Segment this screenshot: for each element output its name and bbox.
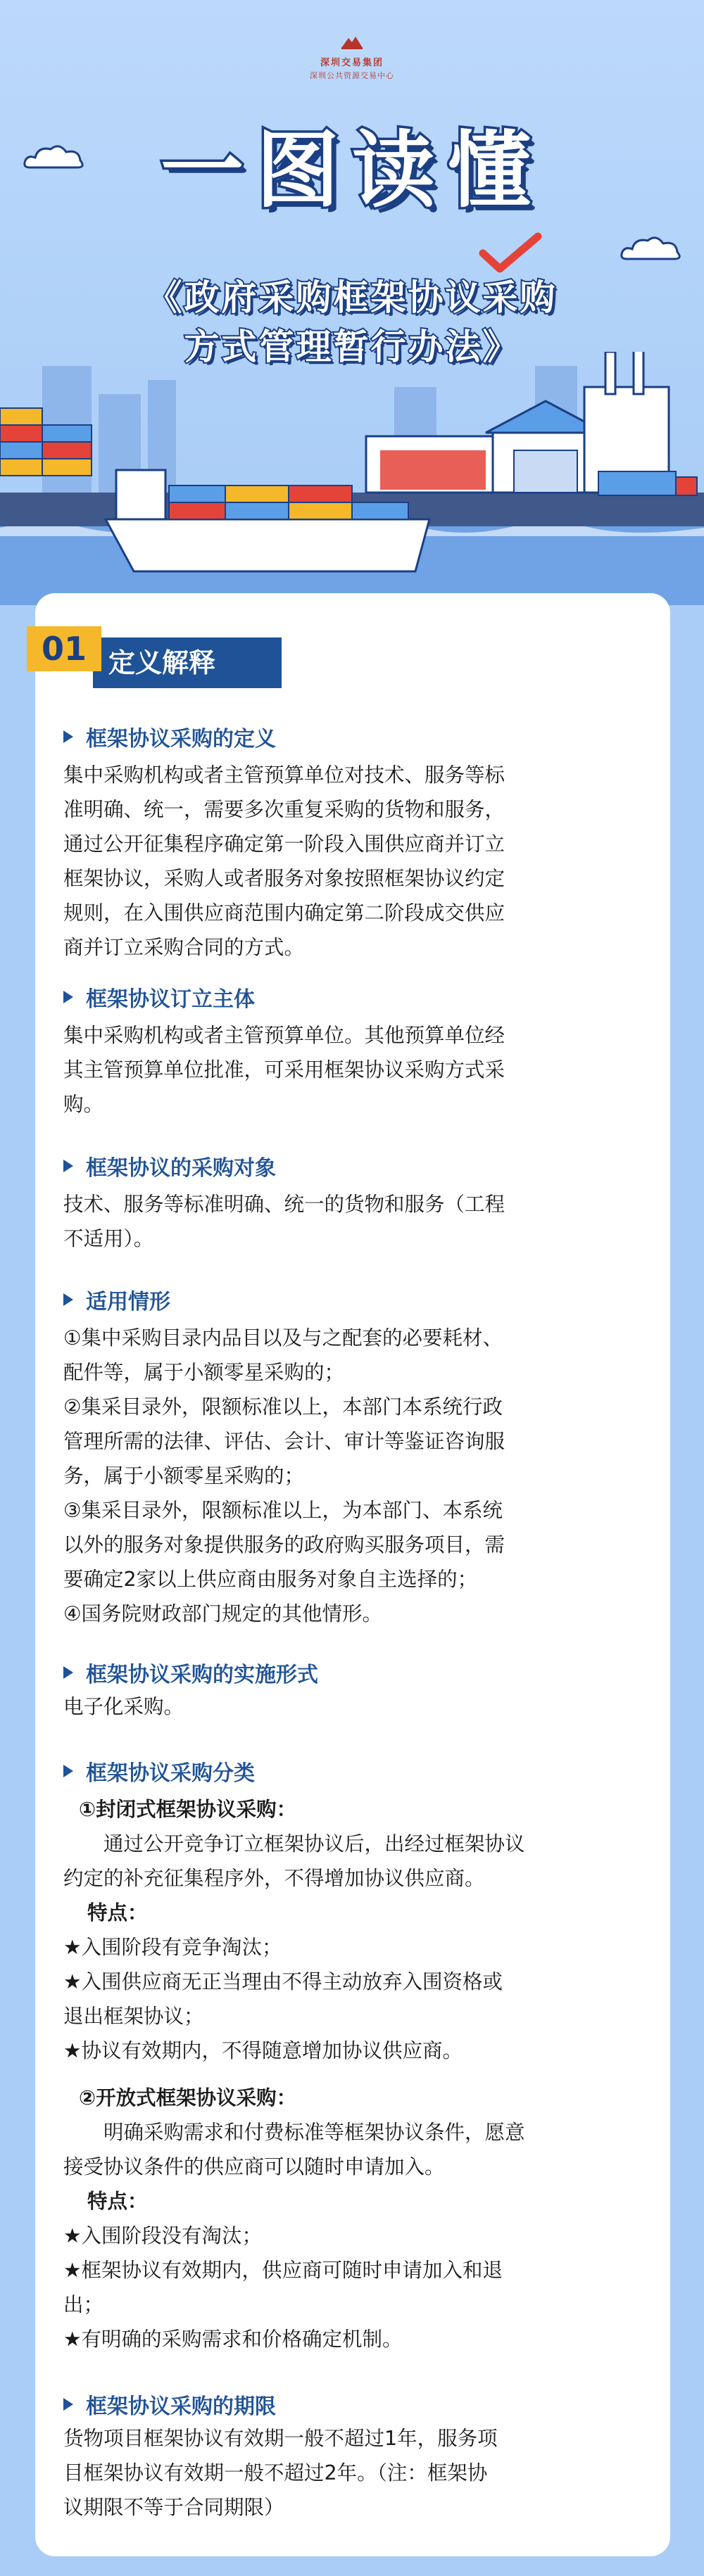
closed-type-title: ①封闭式框架协议采购： bbox=[79, 1798, 297, 1821]
bullet-triangle-icon bbox=[63, 991, 73, 1003]
body-line: 通过公开征集程序确定第一阶段入围供应商并订立 bbox=[63, 832, 505, 856]
section-definition bbox=[63, 721, 641, 965]
body-line: ①集中采购目录内品目以及与之配套的必要耗材、 bbox=[63, 1326, 503, 1350]
body-line: 货物项目框架协议有效期一般不超过1年，服务项 bbox=[63, 2427, 498, 2450]
body-line: 要确定2家以上供应商由服务对象自主选择的； bbox=[63, 1568, 478, 1591]
body-line: ③集采目录外，限额标准以上，为本部门、本系统 bbox=[63, 1499, 503, 1522]
body-line: 明确采购需求和付费标准等框架协议条件，愿意 bbox=[103, 2121, 525, 2144]
logo-name: 深圳交易集团 bbox=[320, 58, 384, 68]
body-line: ②集采目录外，限额标准以上，本部门本系统行政 bbox=[63, 1395, 503, 1419]
chapter-number: 01 bbox=[27, 626, 101, 671]
bullet-triangle-icon bbox=[63, 1293, 73, 1306]
section-title: 框架协议订立主体 bbox=[86, 987, 255, 1012]
section-title: 框架协议采购的期限 bbox=[86, 2394, 276, 2419]
header-banner bbox=[0, 0, 704, 605]
feature-label: 特点： bbox=[87, 1901, 148, 1924]
harbor-illustration bbox=[0, 352, 704, 605]
body-line: 技术、服务等标准明确、统一的货物和服务（工程 bbox=[63, 1193, 505, 1216]
feature-line: ★框架协议有效期内，供应商可随时申请加入和退 bbox=[63, 2259, 503, 2282]
feature-label: 特点： bbox=[87, 2190, 148, 2213]
subtitle-line-1: 《政府采购框架协议采购 bbox=[146, 277, 558, 318]
section-title: 适用情形 bbox=[86, 1290, 170, 1314]
check-mark-icon bbox=[479, 232, 542, 274]
section-title: 框架协议采购的定义 bbox=[86, 727, 276, 751]
section-object bbox=[63, 1150, 641, 1256]
subtitle-line-2: 方式管理暂行办法》 bbox=[184, 326, 520, 367]
section-title: 框架协议采购的实施形式 bbox=[86, 1663, 318, 1687]
chapter-title: 定义解释 bbox=[93, 637, 282, 688]
body-line: 议期限不等于合同期限） bbox=[63, 2496, 284, 2519]
body-line: 集中采购机构或者主管预算单位对技术、服务等标 bbox=[63, 763, 505, 787]
body-line: 电子化采购。 bbox=[63, 1695, 184, 1718]
cloud-icon bbox=[620, 232, 683, 263]
body-line: 配件等，属于小额零星采购的； bbox=[63, 1361, 345, 1384]
bullet-triangle-icon bbox=[63, 2398, 73, 2411]
body-line: 不适用）。 bbox=[63, 1227, 154, 1250]
body-line: 约定的补充征集程序外，不得增加协议供应商。 bbox=[63, 1867, 485, 1890]
body-line: 接受协议条件的供应商可以随时申请加入。 bbox=[63, 2155, 445, 2178]
section-types bbox=[63, 1756, 641, 2356]
body-line: 购。 bbox=[63, 1093, 104, 1116]
body-line: 目框架协议有效期一般不超过2年。（注：框架协 bbox=[63, 2461, 488, 2485]
section-subject bbox=[63, 982, 641, 1122]
cloud-icon bbox=[23, 141, 86, 172]
feature-line: 出； bbox=[63, 2293, 104, 2316]
body-line: 集中采购机构或者主管预算单位。其他预算单位经 bbox=[63, 1024, 505, 1047]
body-line: 以外的服务对象提供服务的政府购买服务项目，需 bbox=[63, 1533, 505, 1556]
body-line: 管理所需的法律、评估、会计、审计等鉴证咨询服 bbox=[63, 1430, 505, 1453]
logo-subname: 深圳公共资源交易中心 bbox=[310, 71, 394, 80]
feature-line: ★协议有效期内，不得随意增加协议供应商。 bbox=[63, 2039, 463, 2062]
section-title: 框架协议的采购对象 bbox=[86, 1156, 276, 1181]
bullet-triangle-icon bbox=[63, 1160, 73, 1172]
feature-line: 退出框架协议； bbox=[63, 2005, 204, 2028]
body-line: 其主管预算单位批准，可采用框架协议采购方式采 bbox=[63, 1058, 505, 1081]
bullet-triangle-icon bbox=[63, 1666, 73, 1679]
body-line: 商并订立采购合同的方式。 bbox=[63, 936, 305, 959]
bullet-triangle-icon bbox=[63, 730, 73, 743]
logo-emblem-icon bbox=[340, 34, 364, 49]
section-scenarios bbox=[63, 1284, 641, 1631]
feature-line: ★入围供应商无正当理由不得主动放弃入围资格或 bbox=[63, 1970, 503, 1993]
body-line: ④国务院财政部门规定的其他情形。 bbox=[63, 1602, 383, 1625]
section-form bbox=[63, 1657, 641, 1724]
body-line: 框架协议，采购人或者服务对象按照框架协议约定 bbox=[63, 867, 505, 890]
feature-line: ★入围阶段有竞争淘汰； bbox=[63, 1936, 282, 1959]
section-title: 框架协议采购分类 bbox=[86, 1761, 255, 1786]
section-term bbox=[63, 2389, 641, 2525]
body-line: 通过公开竞争订立框架协议后，出经过框架协议 bbox=[103, 1832, 525, 1855]
body-line: 准明确、统一，需要多次重复采购的货物和服务， bbox=[63, 798, 505, 821]
feature-line: ★入围阶段没有淘汰； bbox=[63, 2224, 263, 2247]
page-title: 一图读懂 bbox=[160, 122, 543, 219]
open-type-title: ②开放式框架协议采购： bbox=[79, 2086, 297, 2109]
logo bbox=[294, 34, 410, 81]
body-line: 务，属于小额零星采购的； bbox=[63, 1464, 305, 1487]
feature-line: ★有明确的采购需求和价格确定机制。 bbox=[63, 2328, 403, 2351]
body-line: 规则，在入围供应商范围内确定第二阶段成交供应 bbox=[63, 901, 505, 925]
bullet-triangle-icon bbox=[63, 1765, 73, 1777]
